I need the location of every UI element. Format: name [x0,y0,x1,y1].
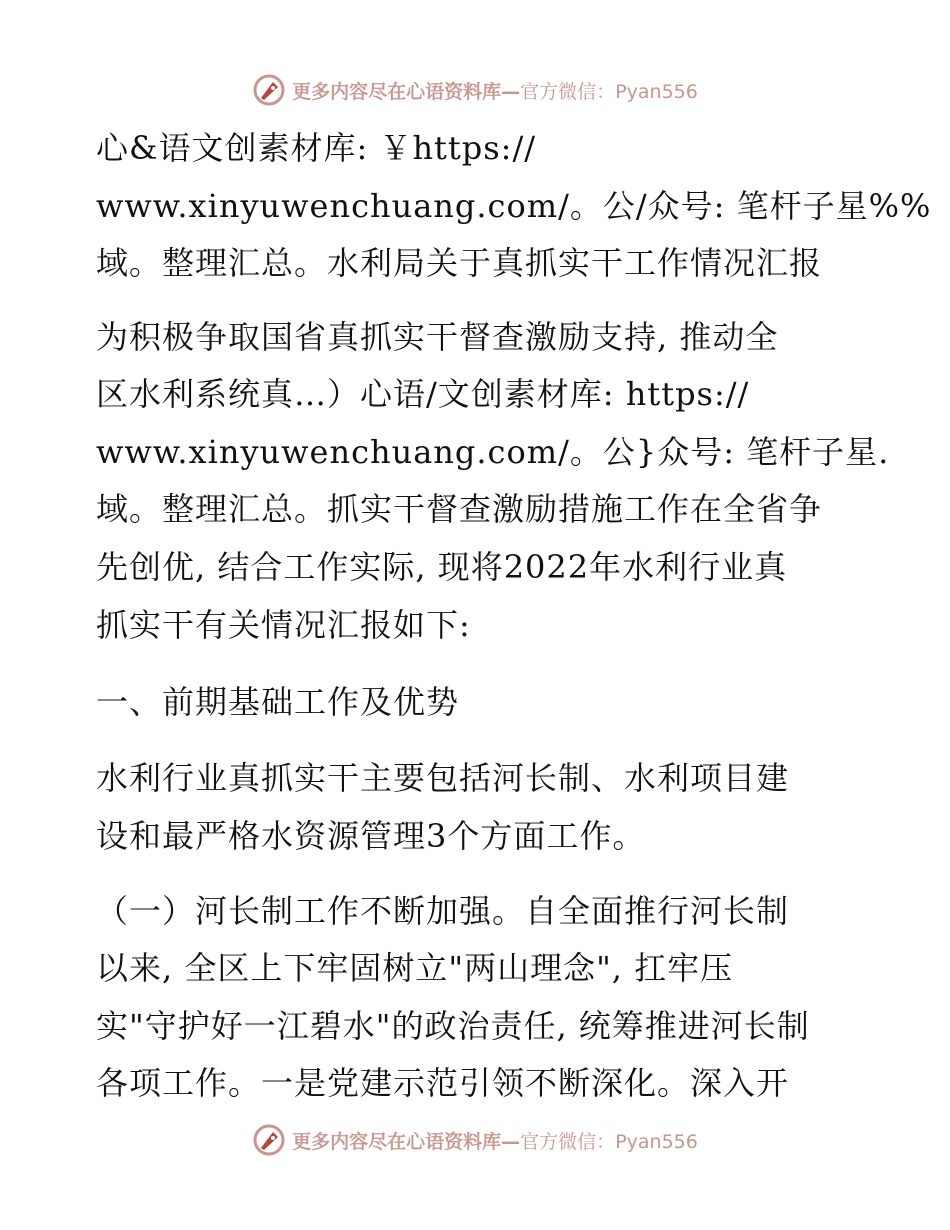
text-line: 水利行业真抓实干主要包括河长制、水利项目建 [96,759,790,797]
text-line: （一）河长制工作不断加强。自全面推行河长制 [96,892,790,930]
section-heading: 一、前期基础工作及优势 [96,683,460,721]
text-line: www.xinyuwenchuang.com/。公}众号: 笔杆子星. [96,433,890,471]
text-line: 为积极争取国省真抓实干督查激励支持, 推动全 [96,318,779,356]
text-line: 设和最严格水资源管理3个方面工作。 [96,817,646,855]
text-line: 抓实干有关情况汇报如下: [96,606,471,644]
text-line: 以来, 全区上下牢固树立"两山理念", 扛牢压 [96,949,734,987]
pen-nib-circle-icon [252,73,286,107]
text-line: 先创优, 结合工作实际, 现将2022年水利行业真 [96,548,788,586]
text-line: 区水利系统真…）心语/文创素材库: https:// [96,375,750,413]
watermark-text: 更多内容尽在心语资料库—官方微信：Pyan556 [292,80,698,103]
watermark-banner-bottom [0,1118,950,1162]
text-line: www.xinyuwenchuang.com/。公/众号: 笔杆子星%% [96,187,932,225]
text-line: 域。整理汇总。水利局关于真抓实干工作情况汇报 [96,244,823,282]
text-line: 域。整理汇总。抓实干督查激励措施工作在全省争 [96,490,823,528]
text-line: 实"守护好一江碧水"的政治责任, 统筹推进河长制 [96,1007,810,1045]
watermark-banner-top [0,68,950,112]
text-line: 各项工作。一是党建示范引领不断深化。深入开 [96,1064,790,1102]
watermark-text: 更多内容尽在心语资料库—官方微信：Pyan556 [292,1130,698,1153]
text-line: 心&语文创素材库: ￥https:// [96,129,537,167]
pen-nib-circle-icon [252,1123,286,1157]
